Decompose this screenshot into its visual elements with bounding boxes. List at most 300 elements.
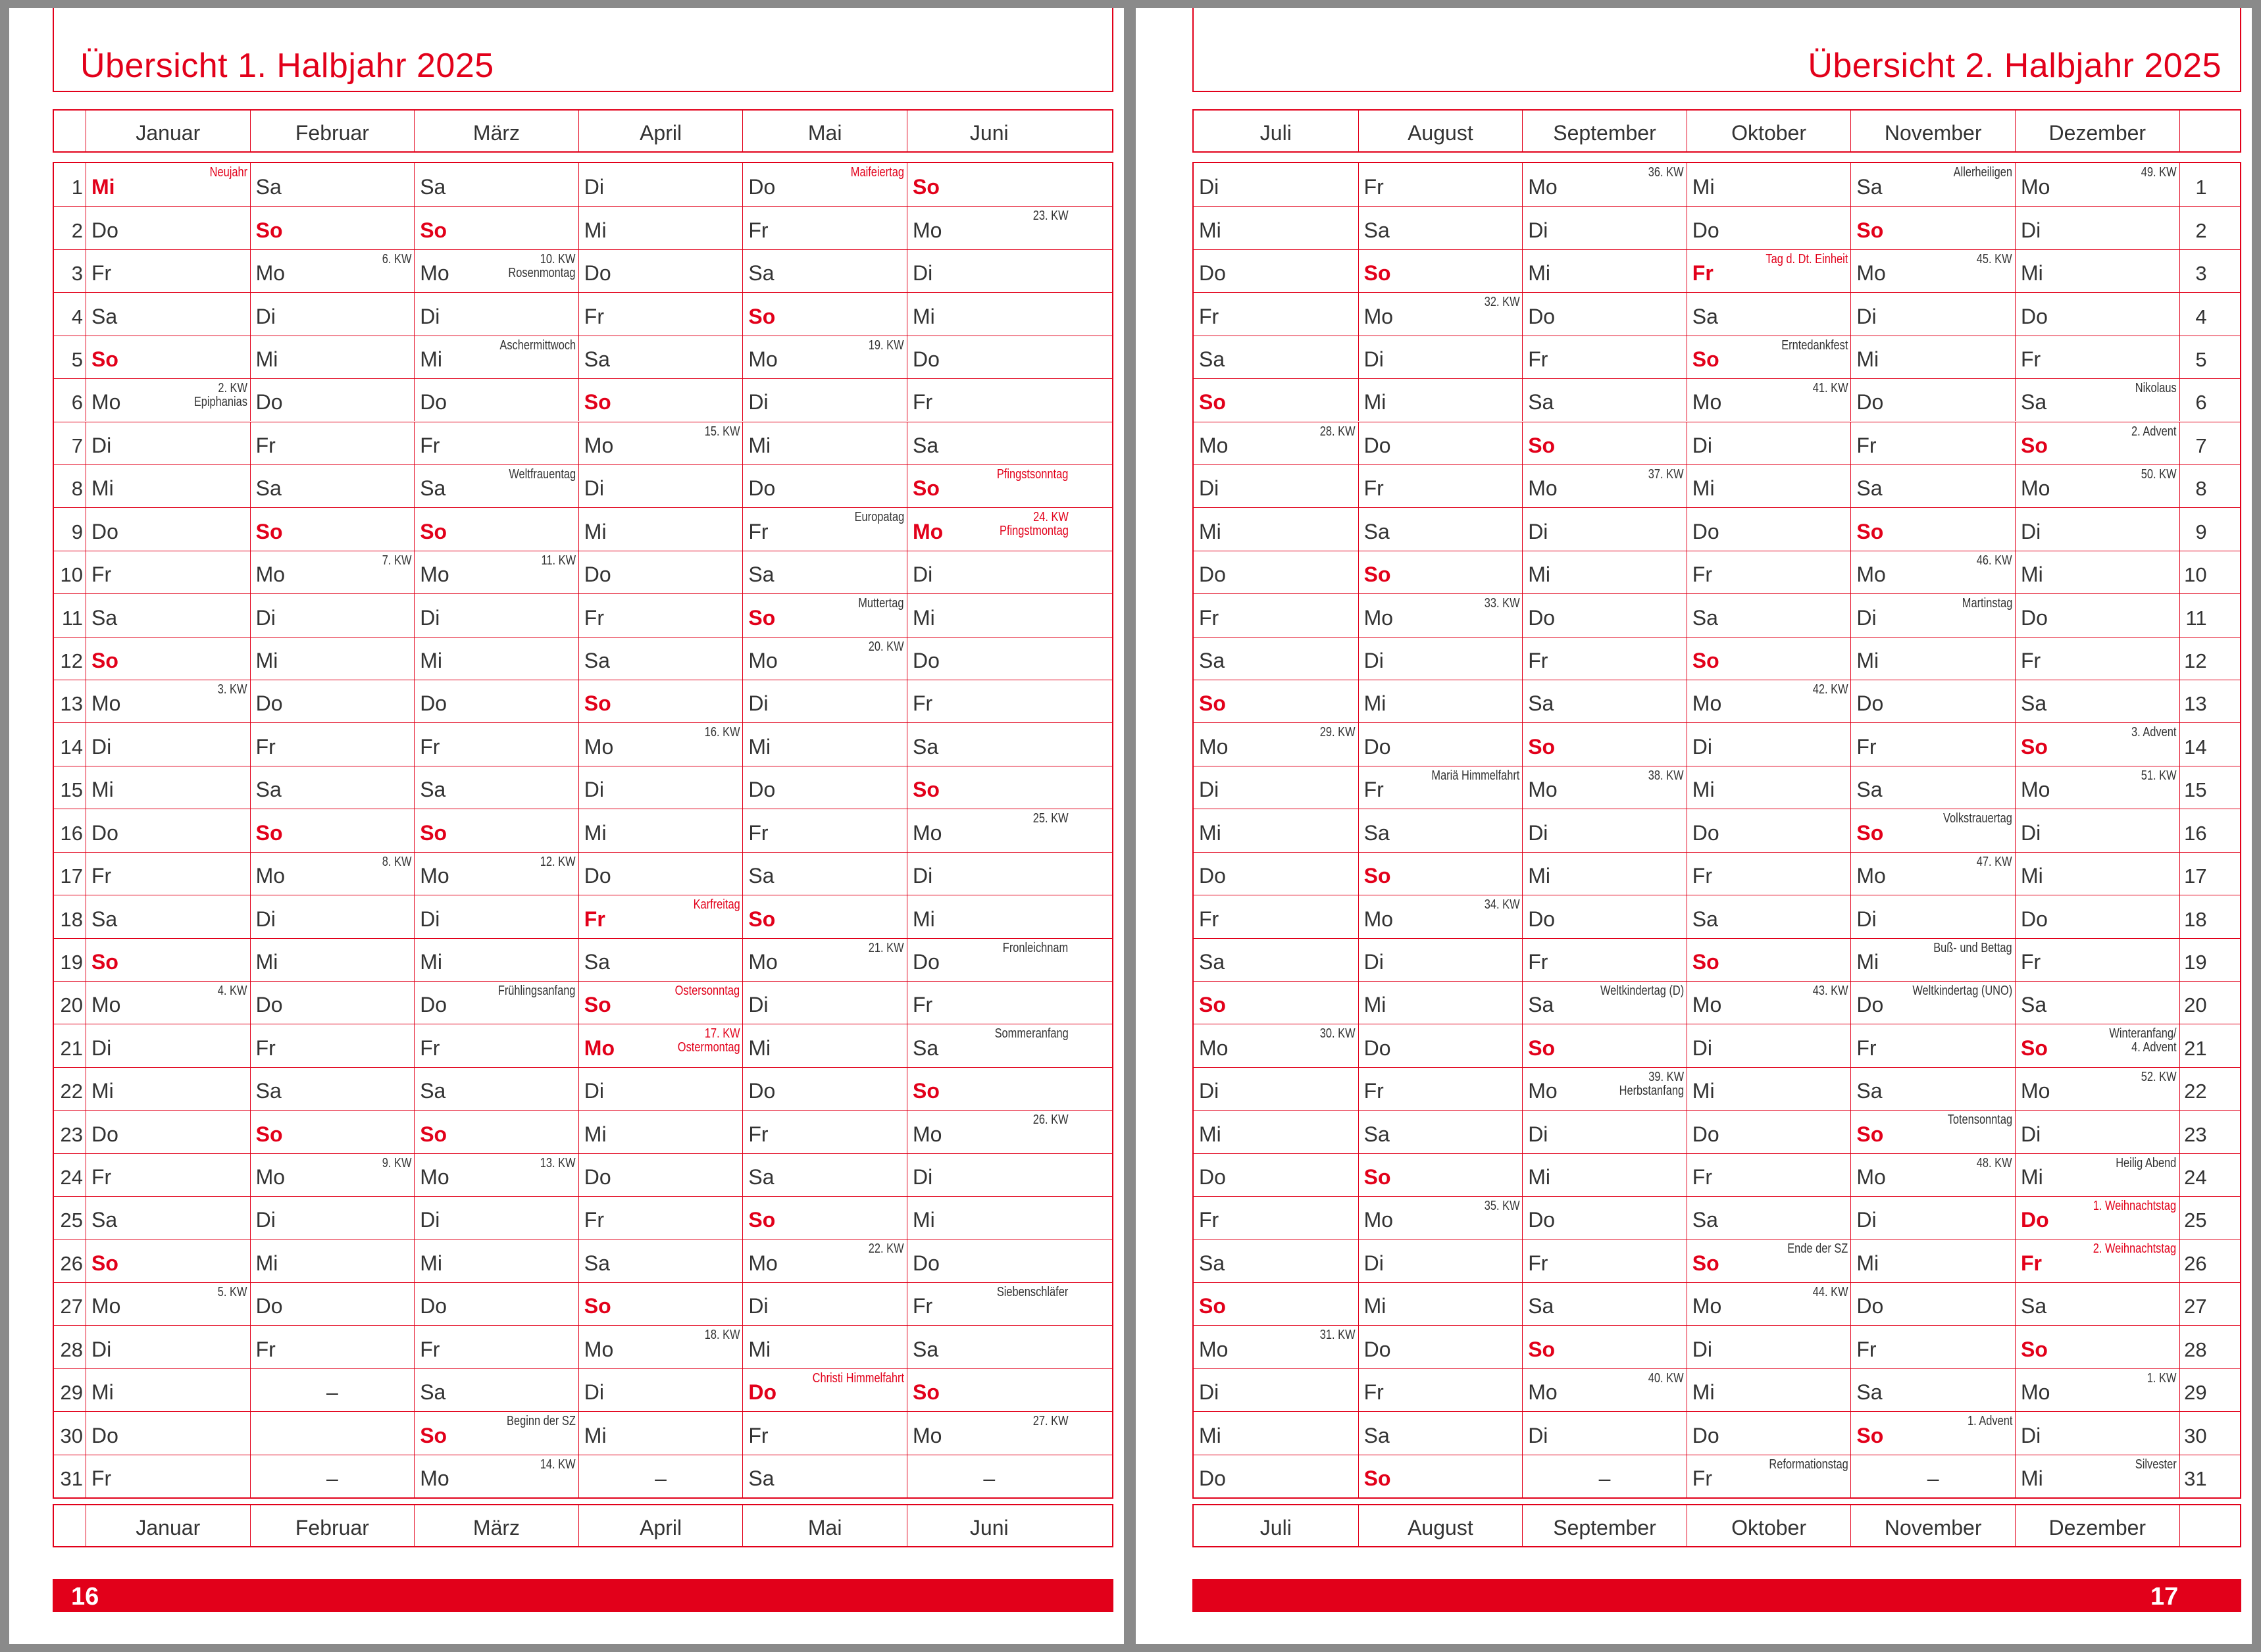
weekday-label: Mi: [1692, 175, 1715, 199]
weekday-label: Fr: [584, 907, 605, 931]
weekday-label: Do: [1363, 433, 1391, 457]
day-cell: [1850, 638, 2015, 680]
weekday-label: Do: [91, 218, 118, 242]
weekday-label: Fr: [255, 734, 276, 759]
day-cell: [414, 1111, 578, 1153]
weekday-label: Di: [912, 563, 933, 587]
day-cell: [250, 1068, 415, 1110]
day-cell: [1358, 1111, 1523, 1153]
weekday-label: Fr: [2020, 949, 2041, 974]
day-row: [54, 336, 1112, 378]
day-cell: [1850, 551, 2015, 593]
day-number: 1: [71, 176, 83, 199]
weekday-label: Do: [91, 1423, 118, 1447]
day-number: 22: [60, 1080, 83, 1103]
day-cell: [86, 680, 250, 722]
month-header-top-right-5: Dezember: [2015, 111, 2179, 151]
day-cell: [578, 594, 743, 636]
day-cell: [1358, 1369, 1523, 1411]
day-number: 26: [60, 1251, 83, 1275]
day-cell: [414, 1154, 578, 1196]
day-note: 9. KW: [382, 1155, 412, 1170]
day-row: [54, 1067, 1112, 1110]
day-cell: [86, 293, 250, 335]
day-cell: [250, 551, 415, 593]
weekday-label: Mo: [1856, 1165, 1886, 1189]
day-cell: [1522, 465, 1687, 507]
day-cell: [1687, 163, 1851, 206]
month-header-bottom-right-4: November: [1850, 1505, 2015, 1546]
day-cell: [1358, 551, 1523, 593]
day-cell: [907, 1154, 1071, 1196]
day-note: 50. KW: [2141, 466, 2177, 482]
day-row: [54, 1239, 1112, 1282]
month-header-bottom-left-3: April: [578, 1505, 743, 1546]
day-cell: [1850, 1239, 2015, 1282]
day-note: 52. KW: [2141, 1069, 2177, 1084]
day-note: 45. KW: [1977, 251, 2012, 266]
weekday-label: Do: [91, 820, 118, 845]
day-row: [54, 1325, 1112, 1368]
day-number: 7: [71, 434, 83, 457]
day-number: 29: [60, 1381, 83, 1405]
day-cell: [1358, 1154, 1523, 1196]
day-note: 18. KW: [704, 1328, 740, 1343]
day-number: 3: [71, 262, 83, 286]
weekday-label: Do: [91, 1122, 118, 1146]
day-cell: [2015, 293, 2179, 335]
month-header-top-left: [53, 109, 1113, 153]
weekday-label: Fr: [1692, 261, 1714, 286]
day-note: 36. KW: [1648, 165, 1684, 180]
day-cell: [907, 508, 1071, 550]
day-number: 25: [60, 1209, 83, 1232]
month-header-top-right: [1192, 109, 2241, 153]
day-cell: [250, 723, 415, 765]
weekday-label: Do: [2020, 1208, 2049, 1232]
day-cell: [742, 939, 907, 981]
day-cell: [1194, 422, 1358, 464]
weekday-label: Mo: [2020, 1079, 2050, 1103]
weekday-label: Sa: [1199, 347, 1225, 372]
weekday-label: Fr: [1199, 605, 1219, 630]
day-row: [54, 809, 1112, 851]
day-cell: [1687, 1239, 1851, 1282]
day-row: [54, 464, 1112, 507]
month-header-bottom-right: [1192, 1504, 2241, 1547]
day-cell: [86, 853, 250, 895]
day-number: 4: [2179, 293, 2210, 335]
day-row: [54, 1411, 1112, 1454]
day-note: 38. KW: [1648, 768, 1684, 783]
day-note: 1. Advent: [1967, 1414, 2012, 1429]
weekday-label: Sa: [748, 1165, 775, 1189]
day-number: 25: [2179, 1197, 2210, 1239]
weekday-label: Mo: [91, 1294, 121, 1318]
day-cell: [907, 723, 1071, 765]
day-note: 11. KW: [541, 553, 576, 568]
day-cell: [1522, 508, 1687, 550]
weekday-label: Sa: [912, 1036, 939, 1060]
day-cell: [1687, 207, 1851, 249]
day-cell: [1194, 766, 1358, 809]
weekday-label: Di: [584, 175, 604, 199]
weekday-label: –: [655, 1466, 667, 1490]
weekday-label: Fr: [91, 864, 112, 888]
weekday-label: Sa: [1528, 691, 1554, 716]
day-row: [1194, 938, 2240, 981]
weekday-label: So: [1528, 1036, 1556, 1060]
day-cell: [578, 1111, 743, 1153]
weekday-label: Sa: [2020, 390, 2047, 414]
day-note: 7. KW: [382, 553, 412, 568]
weekday-label: So: [1199, 1294, 1226, 1318]
day-number: 14: [2179, 723, 2210, 765]
day-row: [54, 507, 1112, 550]
day-cell: [86, 465, 250, 507]
weekday-label: Mi: [912, 304, 935, 328]
day-cell: [414, 1283, 578, 1325]
day-note: Nikolaus: [2135, 381, 2177, 396]
day-number: 8: [71, 477, 83, 501]
day-number: 31: [60, 1466, 83, 1490]
day-note: 47. KW: [1977, 854, 2012, 869]
day-cell: [1358, 379, 1523, 421]
day-cell: [907, 207, 1071, 249]
day-cell: [1522, 1154, 1687, 1196]
weekday-label: So: [1856, 519, 1884, 543]
day-cell: [1194, 551, 1358, 593]
day-cell: [250, 422, 415, 464]
day-row: [54, 1196, 1112, 1239]
weekday-label: Mi: [1199, 519, 1221, 543]
day-cell: [742, 1197, 907, 1239]
day-cell: [2015, 1197, 2179, 1239]
day-number: 5: [71, 348, 83, 372]
month-spacer: [2179, 1505, 2210, 1546]
weekday-label: So: [1856, 820, 1884, 845]
weekday-label: Mo: [255, 864, 286, 888]
day-cell: [1687, 853, 1851, 895]
day-cell: [742, 163, 907, 206]
weekday-label: Mo: [912, 1122, 942, 1146]
day-cell: [250, 939, 415, 981]
day-cell: [1194, 638, 1358, 680]
day-cell: [2015, 1369, 2179, 1411]
weekday-label: Sa: [1363, 1122, 1390, 1146]
weekday-label: Fr: [420, 433, 440, 457]
day-cell: [1687, 293, 1851, 335]
weekday-label: Mo: [1692, 1294, 1722, 1318]
day-cell: [742, 1283, 907, 1325]
month-header-bottom-left: [53, 1504, 1113, 1547]
weekday-label: Fr: [1692, 1466, 1712, 1490]
weekday-label: Fr: [912, 691, 933, 716]
day-cell: [1358, 1283, 1523, 1325]
day-cell: [250, 982, 415, 1024]
day-note: 20. KW: [869, 639, 904, 654]
weekday-label: Do: [91, 519, 118, 543]
day-row: [54, 1455, 1112, 1497]
day-cell: [1194, 1068, 1358, 1110]
day-cell: [2015, 853, 2179, 895]
page-number-right: 17: [2150, 1583, 2179, 1611]
day-cell: [578, 207, 743, 249]
day-cell: [1522, 422, 1687, 464]
day-cell: [578, 1068, 743, 1110]
day-cell: [1850, 465, 2015, 507]
day-cell: [1850, 1326, 2015, 1368]
weekday-label: Mo: [91, 691, 121, 716]
weekday-label: Do: [912, 1251, 940, 1275]
day-cell: [742, 638, 907, 680]
weekday-label: Sa: [91, 304, 118, 328]
day-cell: [1850, 1197, 2015, 1239]
weekday-label: Sa: [255, 476, 282, 501]
day-cell: [1850, 982, 2015, 1024]
weekday-label: So: [1199, 390, 1226, 414]
month-header-bottom-right-5: Dezember: [2015, 1505, 2179, 1546]
day-note: 31. KW: [1319, 1328, 1356, 1343]
day-cell: [1850, 853, 2015, 895]
weekday-label: Mo: [912, 1423, 942, 1447]
weekday-label: Do: [255, 1294, 283, 1318]
day-cell: [742, 1369, 907, 1411]
weekday-label: Do: [1363, 1036, 1391, 1060]
weekday-label: Fr: [912, 390, 933, 414]
weekday-label: Mi: [748, 1337, 771, 1361]
day-number: 20: [2179, 982, 2210, 1024]
weekday-label: So: [912, 476, 940, 501]
weekday-label: Di: [1528, 1122, 1548, 1146]
weekday-label: Fr: [1528, 649, 1548, 672]
weekday-label: Fr: [748, 820, 769, 845]
weekday-label: Di: [912, 864, 933, 888]
weekday-label: Di: [1199, 1079, 1219, 1103]
weekday-label: Sa: [584, 649, 610, 672]
weekday-label: Sa: [255, 175, 282, 199]
weekday-label: Di: [1528, 820, 1548, 845]
day-cell: [1850, 422, 2015, 464]
weekday-label: Mo: [2020, 476, 2050, 501]
day-note: 14. KW: [540, 1457, 576, 1472]
weekday-label: Di: [1363, 949, 1384, 974]
weekday-label: So: [420, 1122, 447, 1146]
weekday-label: Mo: [91, 390, 121, 414]
day-cell: [1358, 1239, 1523, 1282]
weekday-label: So: [748, 605, 776, 630]
day-cell: [1687, 809, 1851, 851]
day-cell: [907, 680, 1071, 722]
day-cell: [742, 809, 907, 851]
weekday-label: Fr: [1199, 1208, 1219, 1232]
weekday-label: Di: [584, 1380, 604, 1405]
day-row: [1194, 292, 2240, 335]
day-cell: [907, 379, 1071, 421]
day-cell: [86, 1197, 250, 1239]
weekday-label: Do: [1528, 907, 1556, 931]
day-number: 24: [2179, 1154, 2210, 1196]
weekday-label: Di: [1528, 1423, 1548, 1447]
day-cell: [1522, 1455, 1687, 1497]
day-note: 40. KW: [1648, 1370, 1684, 1386]
weekday-label: Sa: [748, 1466, 775, 1490]
day-note: 22. KW: [869, 1241, 904, 1257]
weekday-label: Di: [1199, 175, 1219, 199]
weekday-label: So: [584, 1294, 611, 1318]
weekday-label: Mi: [584, 820, 607, 845]
day-note: Allerheiligen: [1953, 165, 2012, 180]
weekday-label: Sa: [1528, 390, 1554, 414]
day-row: [1194, 809, 2240, 851]
day-number: 14: [60, 735, 83, 759]
day-cell: [250, 1412, 415, 1454]
day-number: 18: [2179, 895, 2210, 938]
day-cell: [1850, 723, 2015, 765]
day-cell: [86, 508, 250, 550]
day-number: 7: [2179, 422, 2210, 464]
day-cell: [578, 1326, 743, 1368]
day-cell: [2015, 895, 2179, 938]
calendar-grid-left: [53, 162, 1113, 1499]
day-cell: [86, 723, 250, 765]
day-cell: [86, 1111, 250, 1153]
day-number: 13: [2179, 680, 2210, 722]
day-cell: [86, 1369, 250, 1411]
day-note: 35. KW: [1484, 1199, 1520, 1214]
day-cell: [2015, 1239, 2179, 1282]
weekday-label: Mi: [912, 907, 935, 931]
weekday-label: Do: [748, 476, 776, 501]
day-row: [54, 378, 1112, 421]
day-cell: [1522, 163, 1687, 206]
day-cell: [1850, 1024, 2015, 1066]
day-cell: [1358, 594, 1523, 636]
day-note: 39. KW Herbstanfang: [1619, 1069, 1684, 1098]
weekday-label: Fr: [1363, 175, 1384, 199]
weekday-label: Mo: [255, 261, 286, 286]
day-cell: [907, 939, 1071, 981]
weekday-label: Fr: [1856, 1337, 1877, 1361]
day-cell: [2015, 1154, 2179, 1196]
day-note: 43. KW: [1812, 983, 1848, 998]
day-cell: [742, 551, 907, 593]
weekday-label: Sa: [1199, 1251, 1225, 1275]
day-cell: [2015, 1326, 2179, 1368]
day-cell: [578, 293, 743, 335]
day-note: 17. KW Ostermontag: [677, 1026, 740, 1055]
weekday-label: Sa: [1692, 1208, 1718, 1232]
day-cell: [1358, 336, 1523, 378]
weekday-label: So: [1692, 347, 1719, 372]
weekday-label: Mi: [1692, 476, 1715, 501]
day-cell: [1850, 939, 2015, 981]
day-row: [54, 766, 1112, 809]
weekday-label: Sa: [912, 1337, 939, 1361]
day-cell: [250, 1283, 415, 1325]
day-cell: [86, 207, 250, 249]
weekday-label: Di: [2020, 820, 2041, 845]
day-note: Buß- und Bettag: [1933, 940, 2012, 955]
day-row: [1194, 1153, 2240, 1196]
day-row: [54, 895, 1112, 938]
title-box-left: [53, 8, 1113, 92]
day-cell: [250, 1024, 415, 1066]
day-row: [1194, 637, 2240, 680]
weekday-label: Di: [1528, 519, 1548, 543]
day-note: 1. KW: [2147, 1370, 2177, 1386]
weekday-label: So: [748, 1208, 776, 1232]
day-number: 8: [2179, 465, 2210, 507]
weekday-label: Mo: [1692, 691, 1722, 716]
day-cell: [2015, 982, 2179, 1024]
day-cell: [1687, 1412, 1851, 1454]
weekday-label: Sa: [2020, 1294, 2047, 1318]
weekday-label: Mo: [1363, 1208, 1394, 1232]
day-cell: [1850, 508, 2015, 550]
weekday-label: Mi: [420, 649, 442, 672]
weekday-label: Mo: [1692, 390, 1722, 414]
day-cell: [1358, 1412, 1523, 1454]
weekday-label: So: [255, 519, 283, 543]
weekday-label: Sa: [1363, 218, 1390, 242]
day-cell: [1522, 1239, 1687, 1282]
day-cell: [742, 1239, 907, 1282]
day-cell: [1850, 207, 2015, 249]
day-note: 26. KW: [1032, 1113, 1069, 1128]
day-cell: [578, 680, 743, 722]
day-note: Aschermittwoch: [499, 338, 576, 353]
day-cell: [250, 1326, 415, 1368]
day-cell: [742, 293, 907, 335]
day-cell: [1194, 1197, 1358, 1239]
day-cell: [1522, 853, 1687, 895]
weekday-label: Di: [584, 1079, 604, 1103]
weekday-label: Do: [2020, 304, 2048, 328]
month-header-bottom-left-4: Mai: [742, 1505, 907, 1546]
weekday-label: Fr: [255, 433, 276, 457]
weekday-label: –: [983, 1466, 996, 1490]
weekday-label: Do: [420, 390, 447, 414]
day-cell: [2015, 680, 2179, 722]
day-cell: [1358, 1326, 1523, 1368]
weekday-label: Sa: [584, 949, 610, 974]
weekday-label: Mi: [255, 347, 278, 372]
weekday-label: Di: [748, 390, 769, 414]
day-cell: [1194, 336, 1358, 378]
day-cell: [250, 250, 415, 292]
day-cell: [1358, 207, 1523, 249]
day-note: 30. KW: [1319, 1026, 1356, 1041]
day-cell: [1850, 1068, 2015, 1110]
day-cell: [2015, 723, 2179, 765]
day-cell: [742, 895, 907, 938]
day-cell: [1687, 1197, 1851, 1239]
weekday-label: Sa: [420, 1380, 446, 1405]
weekday-label: Sa: [1199, 949, 1225, 974]
weekday-label: So: [91, 1251, 118, 1275]
weekday-label: Mo: [912, 218, 942, 242]
weekday-label: Do: [748, 778, 776, 802]
day-number: 3: [2179, 250, 2210, 292]
day-note: 1. Weihnachtstag: [2093, 1199, 2177, 1214]
weekday-label: So: [420, 1423, 447, 1447]
day-note: 37. KW: [1648, 466, 1684, 482]
weekday-label: Fr: [1199, 907, 1219, 931]
weekday-label: Di: [1692, 1036, 1712, 1060]
weekday-label: Di: [1692, 433, 1712, 457]
weekday-label: Sa: [1363, 1423, 1390, 1447]
